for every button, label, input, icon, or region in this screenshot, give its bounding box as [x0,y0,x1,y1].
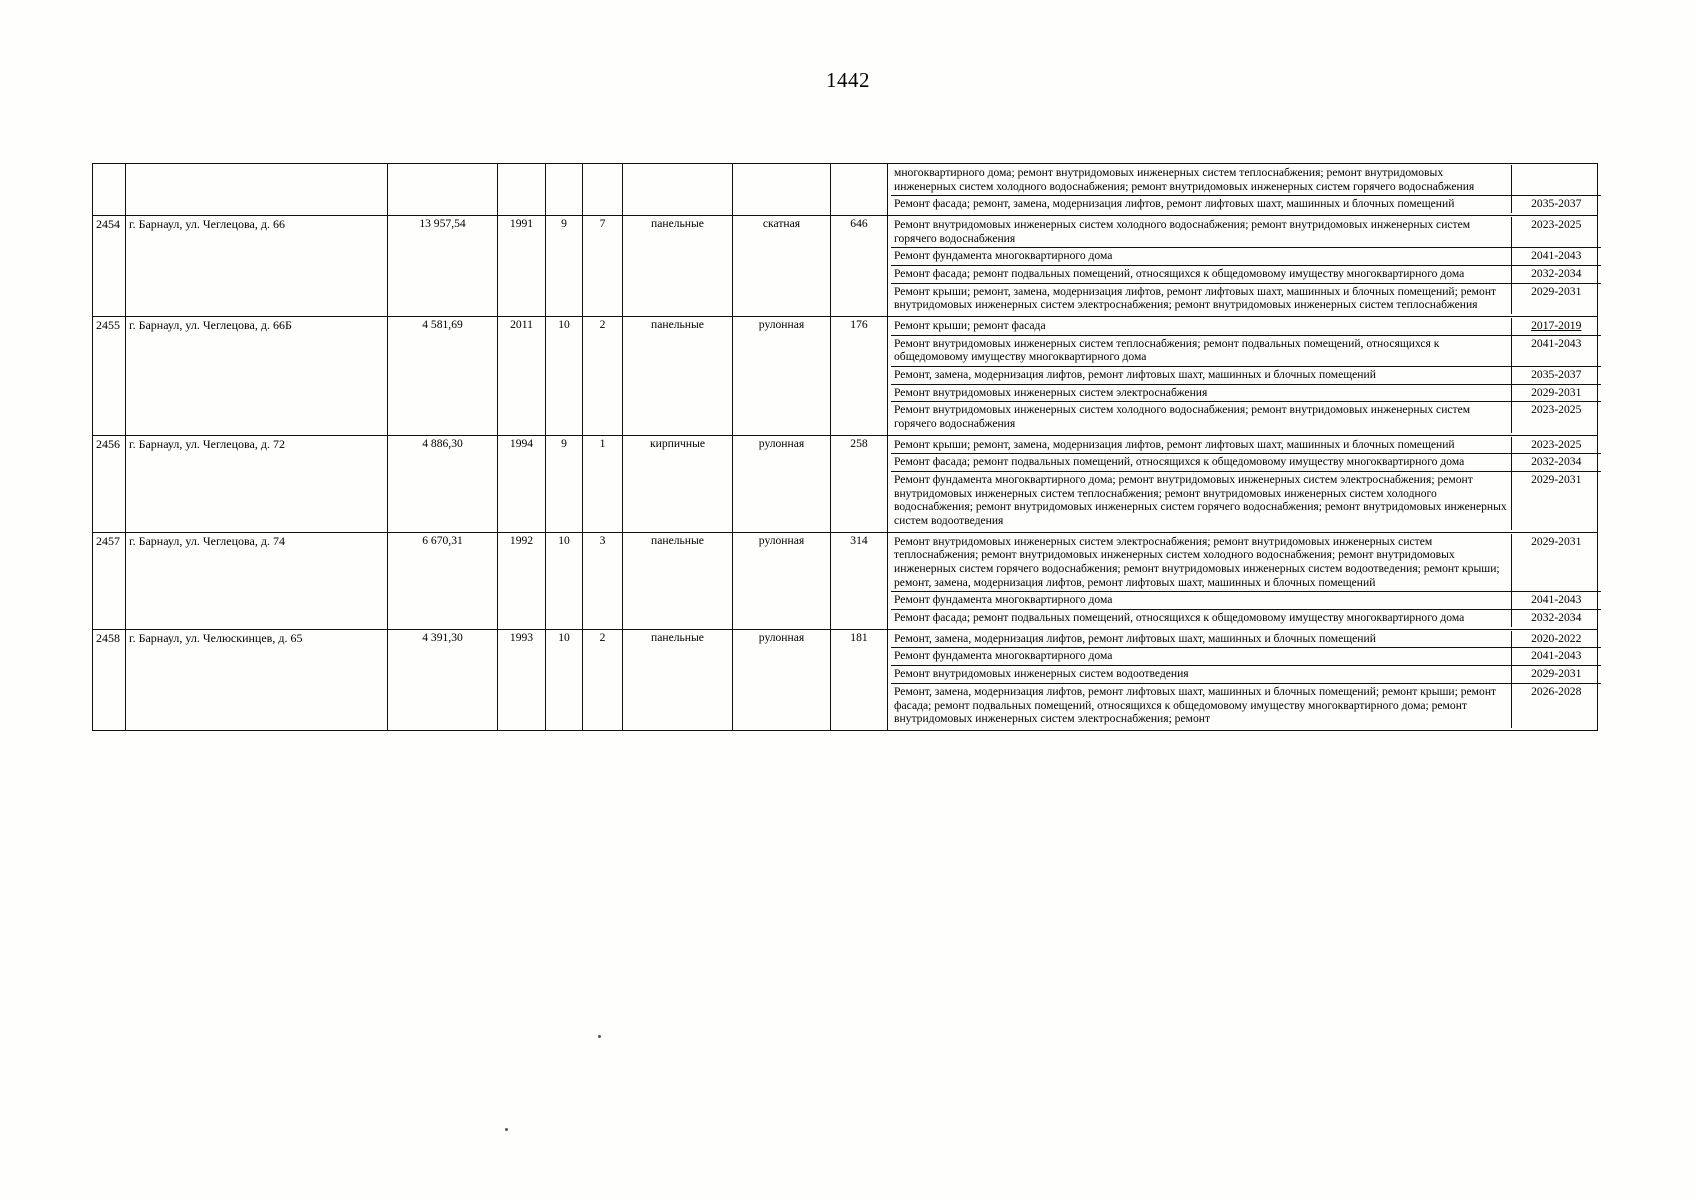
cell-roof: рулонная [733,532,831,629]
work-period: 2029-2031 [1511,384,1601,402]
work-text: многоквартирного дома; ремонт внутридомовых инженерных систем теплоснабжения; ремонт внутридомовых инженерных систем холодного водоснабжения; ремонт внутридомовых инженерных систем горячего водоснабжения [891,165,1511,196]
work-period: 2023-2025 [1511,217,1601,248]
work-text: Ремонт фундамента многоквартирного дома [891,592,1511,610]
work-row [891,248,1601,266]
cell-entrances: 3 [583,532,623,629]
work-period: 2029-2031 [1511,472,1601,530]
cell-number: 2456 [93,435,126,532]
cell-address: г. Барнаул, ул. Чеглецова, д. 66Б [126,317,388,436]
cell-number [93,164,126,216]
cell-address: г. Барнаул, ул. Челюскинцев, д. 65 [126,629,388,730]
table-row [93,317,1598,436]
work-period: 2026-2028 [1511,683,1601,728]
cell-number: 2455 [93,317,126,436]
cell-walls: панельные [623,629,733,730]
cell-entrances [583,164,623,216]
work-text: Ремонт фундамента многоквартирного дома [891,648,1511,666]
work-row [891,472,1601,530]
work-period: 2041-2043 [1511,248,1601,266]
cell-qty [831,164,888,216]
work-period: 2041-2043 [1511,335,1601,366]
cell-roof: рулонная [733,435,831,532]
cell-address: г. Барнаул, ул. Чеглецова, д. 66 [126,216,388,317]
work-row [891,648,1601,666]
work-text: Ремонт фасада; ремонт подвальных помещений, относящихся к общедомовому имуществу многоквартирного дома [891,454,1511,472]
work-row [891,217,1601,248]
cell-entrances: 2 [583,629,623,730]
cell-year: 2011 [498,317,546,436]
work-row [891,367,1601,385]
work-period: 2023-2025 [1511,437,1601,454]
work-period: 2035-2037 [1511,196,1601,213]
works-subtable [891,437,1601,530]
table-row [93,216,1598,317]
work-text: Ремонт фасада; ремонт, замена, модернизация лифтов, ремонт лифтовых шахт, машинных и блочных помещений [894,197,1455,211]
work-row [891,592,1601,610]
work-period: 2029-2031 [1511,666,1601,684]
cell-number: 2458 [93,629,126,730]
work-row [891,666,1601,684]
cell-qty: 181 [831,629,888,730]
cell-works-group [888,317,1598,436]
scan-artifact-dot [505,1128,508,1131]
work-text: Ремонт крыши; ремонт, замена, модернизация лифтов, ремонт лифтовых шахт, машинных и блочных помещений; ремонт внутридомовых инженерных систем электроснабжения; ремонт внутридомовых инженерных систем теплоснабжения [894,284,1497,312]
cell-entrances: 7 [583,216,623,317]
cell-year: 1992 [498,532,546,629]
work-text: Ремонт крыши; ремонт фасада [891,318,1511,335]
cell-address: г. Барнаул, ул. Чеглецова, д. 72 [126,435,388,532]
work-period: 2029-2031 [1511,534,1601,592]
work-row [891,196,1601,213]
cell-address: г. Барнаул, ул. Чеглецова, д. 74 [126,532,388,629]
cell-number: 2454 [93,216,126,317]
cell-year: 1994 [498,435,546,532]
cell-floors: 10 [546,317,583,436]
work-text: Ремонт внутридомовых инженерных систем холодного водоснабжения; ремонт внутридомовых инженерных систем горячего водоснабжения [894,403,1471,431]
table-row [93,629,1598,730]
cell-qty: 176 [831,317,888,436]
cell-entrances: 1 [583,435,623,532]
work-text: Ремонт внутридомовых инженерных систем электроснабжения [891,384,1511,402]
cell-floors: 10 [546,629,583,730]
work-text: Ремонт, замена, модернизация лифтов, ремонт лифтовых шахт, машинных и блочных помещений [891,367,1511,385]
work-period: 2017-2019 [1511,318,1601,335]
table-row-continued [93,164,1598,216]
cell-works-group [888,435,1598,532]
cell-floors: 9 [546,216,583,317]
cell-qty: 646 [831,216,888,317]
works-subtable [891,165,1601,213]
cell-area [388,164,498,216]
work-period: 2041-2043 [1511,648,1601,666]
cell-walls: кирпичные [623,435,733,532]
cell-area: 4 391,30 [388,629,498,730]
work-text: Ремонт внутридомовых инженерных систем теплоснабжения; ремонт подвальных помещений, относящихся к общедомовому имуществу многоквартирного дома [891,335,1511,366]
work-period: 2032-2034 [1511,266,1601,284]
work-period: 2035-2037 [1511,367,1601,385]
work-period: 2032-2034 [1511,454,1601,472]
cell-floors: 9 [546,435,583,532]
work-period: 2029-2031 [1511,283,1601,314]
work-row [891,402,1601,433]
work-row [891,683,1601,728]
cell-roof: рулонная [733,317,831,436]
cell-floors: 10 [546,532,583,629]
work-row [891,631,1601,648]
cell-address [126,164,388,216]
works-subtable [891,631,1601,728]
cell-walls: панельные [623,216,733,317]
work-text: Ремонт, замена, модернизация лифтов, ремонт лифтовых шахт, машинных и блочных помещений; ремонт крыши; ремонт фасада; ремонт подвальных помещений, относящихся к общедомовому имуществу многоквартирного дома; ремонт внутридомовых инженерных систем электроснабжения; ремонт [894,684,1497,726]
works-subtable [891,217,1601,314]
cell-roof [733,164,831,216]
works-subtable [891,318,1601,433]
work-text: Ремонт крыши; ремонт, замена, модернизация лифтов, ремонт лифтовых шахт, машинных и блочных помещений [891,437,1511,454]
cell-works-group [888,629,1598,730]
cell-area: 4 886,30 [388,435,498,532]
work-period: 2032-2034 [1511,610,1601,627]
work-row [891,437,1601,454]
table-body [93,164,1598,731]
cell-area: 6 670,31 [388,532,498,629]
cell-entrances: 2 [583,317,623,436]
work-row [891,165,1601,196]
work-text: Ремонт фундамента многоквартирного дома [891,248,1511,266]
schedule-table [92,163,1598,731]
work-text: Ремонт внутридомовых инженерных систем водоотведения [891,666,1511,684]
table-row [93,435,1598,532]
work-text: Ремонт фасада; ремонт подвальных помещений, относящихся к общедомовому имуществу многоквартирного дома [894,611,1465,625]
cell-floors [546,164,583,216]
table-row [93,532,1598,629]
cell-walls: панельные [623,532,733,629]
cell-works-group [888,532,1598,629]
work-row [891,266,1601,284]
cell-walls: панельные [623,317,733,436]
page-number: 1442 [826,68,870,92]
cell-year [498,164,546,216]
cell-roof: скатная [733,216,831,317]
work-period: 2041-2043 [1511,592,1601,610]
works-subtable [891,534,1601,627]
cell-walls [623,164,733,216]
work-text: Ремонт фасада; ремонт подвальных помещений, относящихся к общедомовому имуществу многоквартирного дома [891,266,1511,284]
work-text: Ремонт внутридомовых инженерных систем холодного водоснабжения; ремонт внутридомовых инженерных систем горячего водоснабжения [891,217,1511,248]
work-text: Ремонт внутридомовых инженерных систем электроснабжения; ремонт внутридомовых инженерных систем теплоснабжения; ремонт внутридомовых инженерных систем холодного водоснабжения; ремонт внутридомовых инженерных систем горячего водоснабжения; ремонт внутридомовых инженерных систем водоотведения; ремонт крыши; ремонт, замена, модернизация лифтов, ремонт лифтовых шахт, машинных и блочных помещений [891,534,1511,592]
work-row [891,610,1601,627]
scan-artifact-dot [598,1035,601,1038]
work-row [891,534,1601,592]
work-row [891,283,1601,314]
work-row [891,335,1601,366]
cell-qty: 258 [831,435,888,532]
cell-roof: рулонная [733,629,831,730]
cell-area: 13 957,54 [388,216,498,317]
work-period [1511,165,1601,196]
work-row [891,318,1601,335]
work-text: Ремонт, замена, модернизация лифтов, ремонт лифтовых шахт, машинных и блочных помещений [891,631,1511,648]
cell-area: 4 581,69 [388,317,498,436]
work-period: 2020-2022 [1511,631,1601,648]
cell-year: 1993 [498,629,546,730]
cell-year: 1991 [498,216,546,317]
cell-works-group [888,164,1598,216]
cell-qty: 314 [831,532,888,629]
repair-schedule-table [92,163,1597,731]
work-period: 2023-2025 [1511,402,1601,433]
work-text: Ремонт фундамента многоквартирного дома; ремонт внутридомовых инженерных систем электроснабжения; ремонт внутридомовых инженерных систем теплоснабжения; ремонт внутридомовых инженерных систем холодного водоснабжения; ремонт внутридомовых инженерных систем горячего водоснабжения; ремонт внутридомовых инженерных систем водоотведения [894,473,1507,528]
cell-works-group [888,216,1598,317]
work-row [891,454,1601,472]
cell-number: 2457 [93,532,126,629]
work-row [891,384,1601,402]
